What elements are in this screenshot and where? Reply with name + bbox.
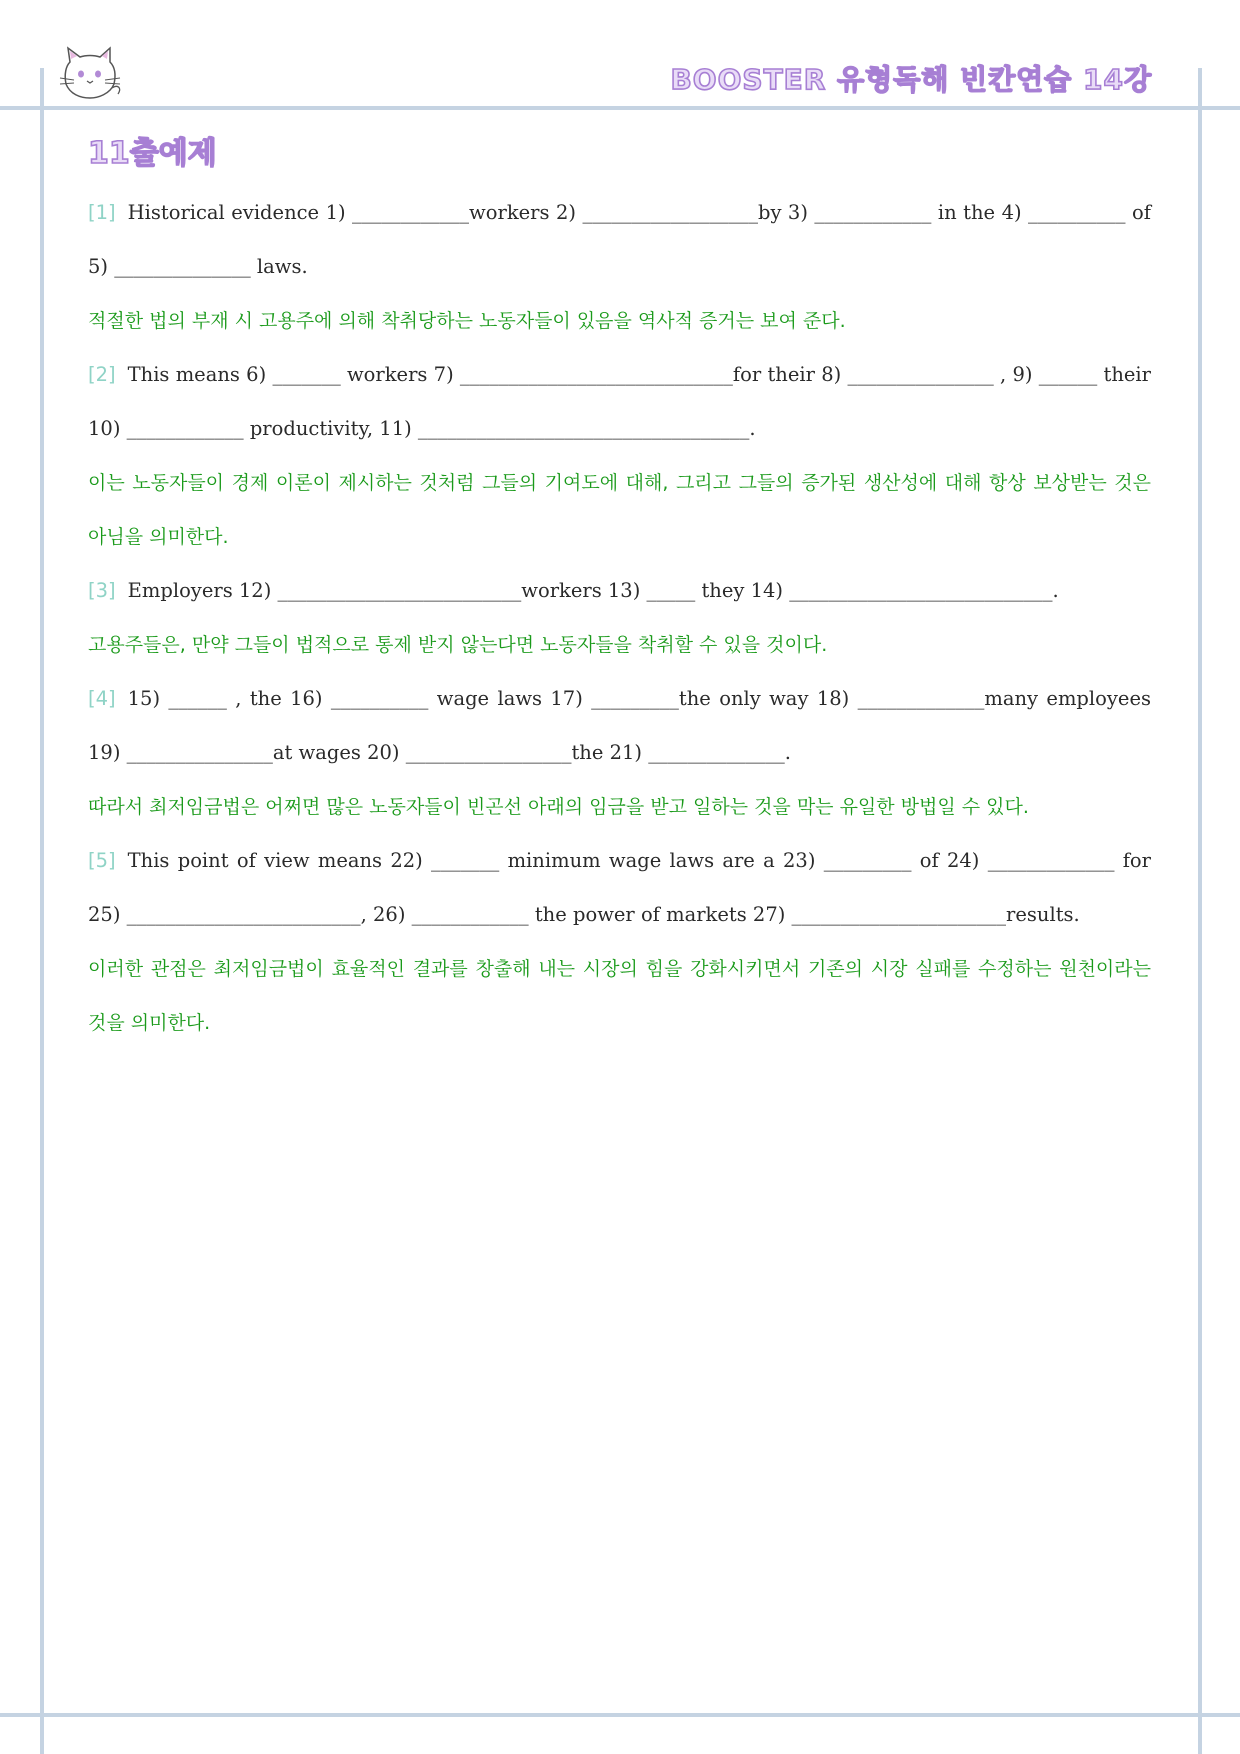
page-frame-top [0, 106, 1240, 110]
page-frame-right [1198, 68, 1202, 1754]
section-title: 11출예제 [88, 136, 217, 171]
page-frame-left [40, 68, 44, 1754]
paragraph-korean-1: 적절한 법의 부재 시 고용주에 의해 착취당하는 노동자들이 있음을 역사적 증거는 보여 준다. [88, 310, 846, 332]
paragraph-korean-5: 이러한 관점은 최저임금법이 효율적인 결과를 창출해 내는 시장의 힘을 강화시키면서 기존의 시장 실패를 수정하는 원천이라는 것을 의미한다. [88, 958, 1151, 1034]
paragraph-english-3 [88, 564, 1151, 618]
paragraph-number: [4] [88, 687, 116, 710]
english-text: Historical evidence 1) ____________workers 2) __________________by 3) ____________ in the 4) __________ of 5) ______________ laws. [88, 201, 1151, 278]
paragraph-number: [2] [88, 363, 116, 386]
english-text: 15) ______ , the 16) __________ wage laws 17) _________the only way 18) _____________many employees 19) _______________at wages 20) _________________the 21) ______________. [88, 687, 1151, 764]
paragraph-number: [3] [88, 579, 116, 602]
paragraph-number: [5] [88, 849, 116, 872]
page-frame-bottom [0, 1713, 1240, 1717]
english-text: This means 6) _______ workers 7) ____________________________for their 8) _______________ , 9) ______ their 10) ____________ productivity, 11) __________________________________. [88, 363, 1151, 440]
paragraph-number: [1] [88, 201, 116, 224]
paragraph-english-2 [88, 348, 1151, 456]
paragraph-korean-2: 이는 노동자들이 경제 이론이 제시하는 것처럼 그들의 기여도에 대해, 그리고 그들의 증가된 생산성에 대해 항상 보상받는 것은 아님을 의미한다. [88, 472, 1151, 548]
paragraph-english-4 [88, 672, 1151, 780]
paragraph-korean-4: 따라서 최저임금법은 어쩌면 많은 노동자들이 빈곤선 아래의 임금을 받고 일하는 것을 막는 유일한 방법일 수 있다. [88, 796, 1029, 818]
header-title: BOOSTER 유형독해 빈칸연습 14강 [670, 63, 1152, 96]
paragraph-korean-3: 고용주들은, 만약 그들이 법적으로 통제 받지 않는다면 노동자들을 착취할 수 있을 것이다. [88, 634, 828, 656]
english-text: Employers 12) _________________________workers 13) _____ they 14) ___________________________. [127, 579, 1059, 602]
passage-content [88, 186, 1151, 1050]
english-text: This point of view means 22) _______ minimum wage laws are a 23) _________ of 24) _____________ for 25) ________________________, 26) ____________ the power of markets 27) ______________________results. [88, 849, 1151, 926]
paragraph-english-1 [88, 186, 1151, 294]
cat-logo-icon [58, 44, 124, 102]
paragraph-english-5 [88, 834, 1151, 942]
